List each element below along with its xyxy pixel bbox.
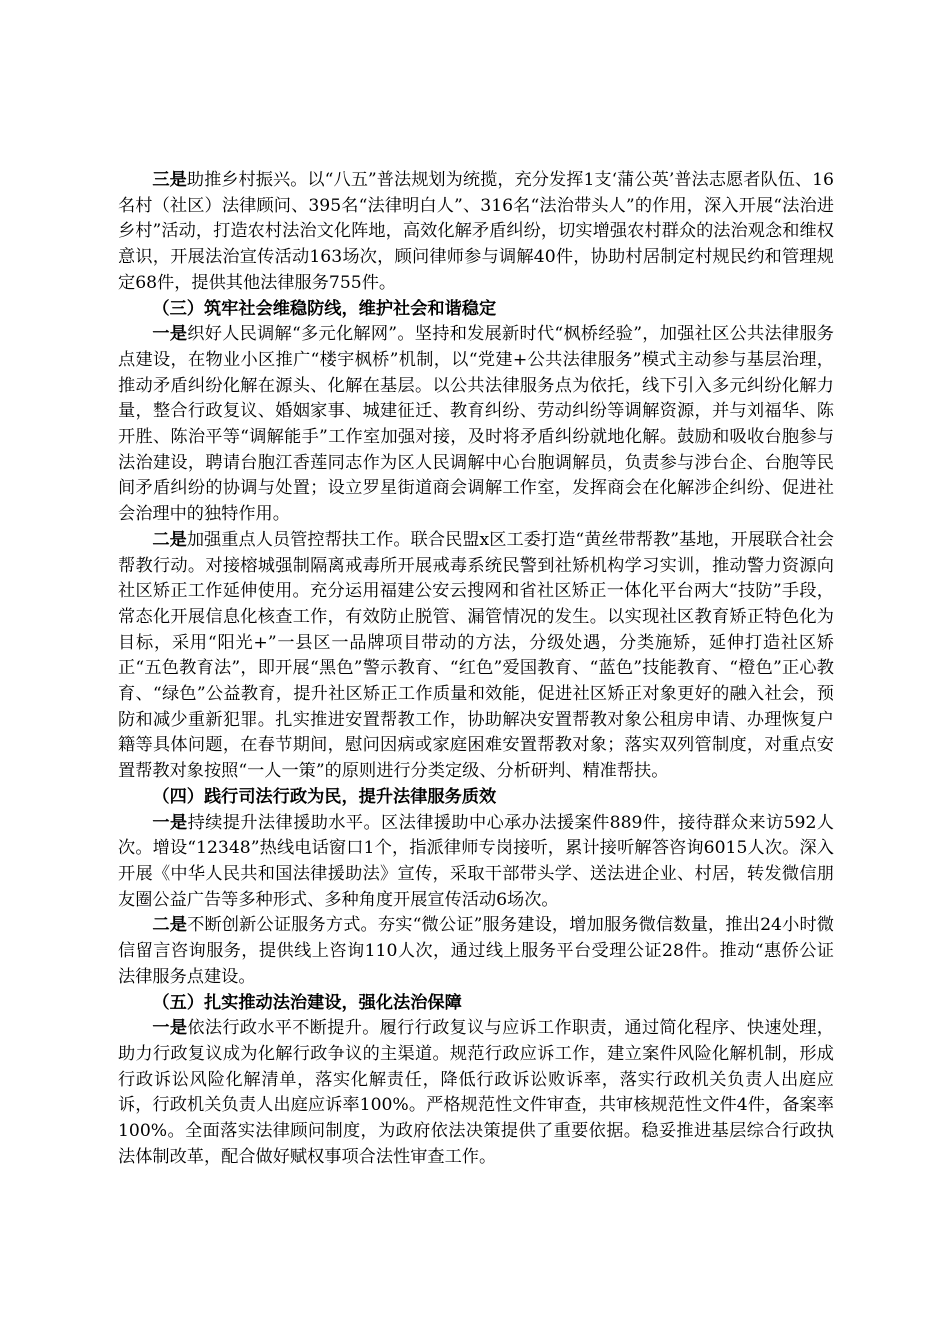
paragraph-text: 助推乡村振兴。以“八五”普法规划为统揽，充分发挥1支‘蒲公英’普法志愿者队伍、16名村（社区）法律顾问、395名“法律明白人”、316名“法治带头人”的作用，深入开展“法治进乡村”活动，打造农村法治文化阵地，高效化解矛盾纠纷，切实增强农村群众的法治观念和维权意识，开展法治宣传活动163场次，顾问律师参与调解40件，协助村居制定村规民约和管理规定68件，提供其他法律服务755件。 — [118, 170, 834, 293]
section-heading-3: （三）筑牢社会维稳防线，维护社会和谐稳定 — [152, 298, 497, 319]
paragraph-lead: 三是 — [152, 170, 187, 190]
section-heading-4: （四）践行司法行政为民，提升法律服务质效 — [152, 786, 497, 807]
paragraph-lead: 一是 — [152, 324, 188, 345]
paragraph-key-personnel — [118, 528, 834, 785]
paragraph-text: 依法行政水平不断提升。履行行政复议与应诉工作职责，通过简化程序、快速处理，助力行政复议成为化解行政争议的主渠道。规范行政应诉工作，建立案件风险化解机制，形成行政诉讼风险化解清单，落实化解责任，降低行政诉讼败诉率，落实行政机关负责人出庭应诉，行政机关负责人出庭应诉率100%。严格规范性文件审查，共审核规范性文件4件，备案率100%。全面落实法律顾问制度，为政府依法决策提供了重要依据。稳妥推进基层综合行政执法体制改革，配合做好赋权事项合法性审查工作。 — [118, 1018, 834, 1167]
paragraph-lead: 一是 — [152, 1018, 188, 1039]
paragraph-legal-aid — [118, 811, 834, 914]
paragraph-administration — [118, 1016, 834, 1170]
paragraph-text: 不断创新公证服务方式。夯实“微公证”服务建设，增加服务微信数量，推出24小时微信留言咨询服务，提供线上咨询110人次，通过线上服务平台受理公证28件。推动“惠侨公证法律服务点建设。 — [118, 915, 834, 987]
paragraph-lead: 二是 — [152, 915, 188, 936]
paragraph-rural-revitalization — [118, 168, 834, 297]
section-heading-5: （五）扎实推动法治建设，强化法治保障 — [152, 992, 462, 1013]
paragraph-lead: 一是 — [152, 812, 188, 833]
paragraph-lead: 二是 — [152, 529, 187, 550]
paragraph-text: 加强重点人员管控帮扶工作。联合民盟x区工委打造“黄丝带帮教”基地，开展联合社会帮教行动。对接榕城强制隔离戒毒所开展戒毒系统民警到社矫机构学习实训，推动警力资源向社区矫正工作延伸使用。充分运用福建公安云搜网和省社区矫正一体化平台两大“技防”手段，常态化开展信息化核查工作，有效防止脱管、漏管情况的发生。以实现社区教育矫正特色化为目标，采用“阳光+”一县区一品牌项目带动的方法，分级处遇，分类施矫，延伸打造社区矫正“五色教育法”，即开展“黑色”警示教育、“红色”爱国教育、“蓝色”技能教育、“橙色”正心教育、“绿色”公益教育，提升社区矫正工作质量和效能，促进社区矫正对象更好的融入社会，预防和减少重新犯罪。扎实推进安置帮教工作，协助解决安置帮教对象公租房申请、办理恢复户籍等具体问题，在春节期间，慰问因病或家庭困难安置帮教对象；落实双列管制度，对重点安置帮教对象按照“一人一策”的原则进行分类定级、分析研判、精准帮扶。 — [118, 529, 834, 782]
document-body — [118, 168, 834, 1170]
paragraph-mediation — [118, 322, 834, 528]
paragraph-text: 持续提升法律援助水平。区法律援助中心承办法援案件889件，接待群众来访592人次。增设“12348”热线电话窗口1个，指派律师专岗接听，累计接听解答咨询6015人次。深入开展《中华人民共和国法律援助法》宣传，采取干部带头学、送法进企业、村居，转发微信朋友圈公益广告等多种形式、多种角度开展宣传活动6场次。 — [118, 812, 834, 910]
paragraph-notary — [118, 913, 834, 990]
paragraph-text: 织好人民调解“多元化解网”。坚持和发展新时代“枫桥经验”，加强社区公共法律服务点建设，在物业小区推广“楼宇枫桥”机制，以“党建+公共法律服务”模式主动参与基层治理，推动矛盾纠纷化解在源头、化解在基层。以公共法律服务点为依托，线下引入多元纠纷化解力量，整合行政复议、婚姻家事、城建征迁、教育纠纷、劳动纠纷等调解资源，并与刘福华、陈开胜、陈治平等“调解能手”工作室加强对接，及时将矛盾纠纷就地化解。鼓励和吸收台胞参与法治建设，聘请台胞江香莲同志作为区人民调解中心台胞调解员，负责参与涉台企、台胞等民间矛盾纠纷的协调与处置；设立罗星街道商会调解工作室，发挥商会在化解涉企纠纷、促进社会治理中的独特作用。 — [118, 324, 834, 525]
